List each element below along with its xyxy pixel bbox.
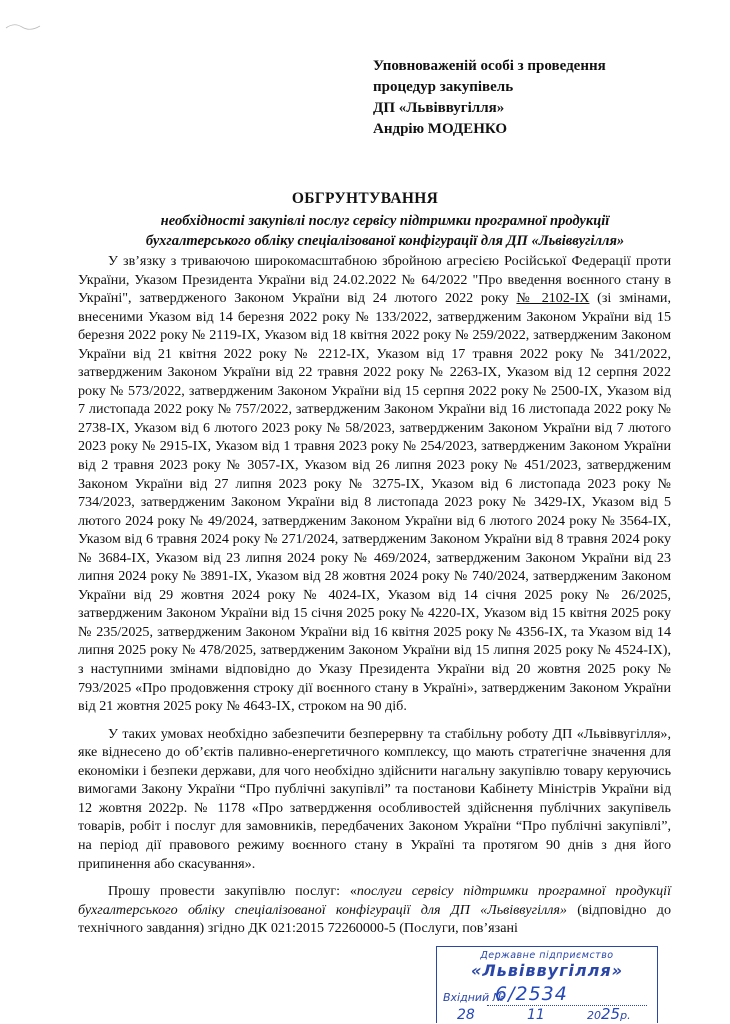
paragraph-3-text-a: Прошу провести закупівлю послуг: « [108, 883, 357, 900]
law-reference-link[interactable]: № 2102-IX [516, 290, 590, 307]
addressee-line-2: процедур закупівель [373, 79, 514, 95]
addressee-line-1: Уповноваженій особі з проведення [373, 58, 606, 74]
document-subtitle [95, 211, 675, 251]
stamp-year-end: р. [620, 1009, 631, 1022]
addressee-line-4: Андрію МОДЕНКО [373, 121, 508, 137]
paragraph-3-text-b: (відповідно до технічного завдання) згідно ДК 021:2015 72260000-5 (Послуги, пов’язані [78, 901, 671, 937]
stamp-day: 28 [457, 1007, 475, 1023]
subtitle-line-2: бухгалтерського обліку спеціалізованої конфігурації для ДП «Львіввугілля» [145, 233, 625, 249]
stamp-organization: Державне підприємство [480, 950, 614, 961]
document-title: ОБГРУНТУВАННЯ [291, 190, 439, 207]
document-body [78, 252, 671, 938]
addressee-block [373, 56, 673, 140]
stamp-year-prefix: 20 [587, 1009, 601, 1022]
paragraph-1-text-a: У зв’язку з триваючою широкомасштабною збройною агресією Російської Федерації проти України, Указом Президента України від 24.02.2022 № 64/2022 "Про введення воєнного стану в Україні", затвердженого Законом України від 24 лютого 2022 року [78, 253, 671, 307]
stamp-year-suffix: 25 [601, 1005, 621, 1023]
stamp-year [587, 1005, 631, 1023]
paragraph-3 [78, 882, 671, 938]
stamp-month: 11 [527, 1007, 545, 1023]
scan-mark [4, 18, 44, 38]
paragraph-2: У таких умовах необхідно забезпечити безперервну та стабільну роботу ДП «Львіввугілля», яке віднесено до об’єктів паливно-енергетичного комплексу, що мають стратегічне значення для економіки і безпеки держави, для чого необхідно здійснити нагальну закупівлю товару керуючись вимогами Закону України “Про публічні закупівлі” та постанови Кабінету Міністрів України від 12 жовтня 2022р. № 1178 «Про затвердження особливостей здійснення публічних закупівель товарів, робіт і послуг для замовників, передбачених Законом України “Про публічні закупівлі”, на період дії правового режиму воєнного стану в Україні та протягом 90 днів з дня його припинення або скасування». [78, 725, 671, 872]
stamp-incoming-label: Вхідний № [443, 991, 505, 1004]
paragraph-1 [78, 252, 671, 716]
stamp-company-name: «Львіввугілля» [470, 961, 624, 980]
stamp-incoming-number: 6/2534 [495, 983, 568, 1005]
paragraph-1-text-b: (зі змінами, внесеними Указом від 14 березня 2022 року № 133/2022, затвердженим Законом України від 15 березня 2022 року № 2119-IX, Указом від 18 квітня 2022 року № 259/2022, затвердженим Законом України від 21 квітня 2022 року № 2212-IX, Указом від 17 травня 2022 року № 341/2022, затвердженим Законом України від 22 травня 2022 року № 2263-IX, Указом від 12 серпня 2022 року № 573/2022, затвердженим Законом України від 15 серпня 2022 року № 2500-IX, Указом від 7 листопада 2022 року № 757/2022, затвердженим Законом України від 16 листопада 2022 року № 2738-IX, Указом від 6 лютого 2023 року № 58/2023, затвердженим Законом України від 7 лютого 2023 року № 2915-IX, Указом від 1 травня 2023 року № 254/2023, затвердженим Законом України від 2 травня 2023 року № 3057-IX, Указом від 26 липня 2023 року № 451/2023, затвердженим Законом України від 27 липня 2023 року № 3275-IX, Указом від 6 листопада 2023 року № 734/2023, затвердженим Законом України від 8 листопада 2023 року № 3429-IX, Указом від 5 лютого 2024 року № 49/2024, затвердженим Законом України від 6 лютого 2024 року № 3564-IX, Указом від 6 травня 2024 року № 271/2024, затвердженим Законом України від 8 травня 2024 року № 3684-IX, Указом від 23 липня 2024 року № 469/2024, затвердженим Законом України від 23 липня 2024 року № 3891-IX, Указом від 28 жовтня 2024 року № 740/2024, затвердженим Законом України від 29 жовтня 2024 року № 4024-IX, Указом від 14 січня 2025 року № 26/2025, затвердженим Законом України від 15 січня 2025 року № 4220-IX, Указом від 15 квітня 2025 року № 235/2025, затвердженим Законом України від 16 квітня 2025 року № 4356-IX, та Указом від 14 липня 2025 року № 478/2025, затвердженим Законом України від 15 липня 2025 року № 4524-IX), з наступними змінами відповідно до Указу Президента України від 20 жовтня 2025 року № 793/2025 «Про продовження строку дії воєнного стану в Україні», затвердженим Законом України від 21 жовтня 2025 року № 4643-IX, строком на 90 діб. [78, 290, 671, 715]
paragraph-3-service-name: послуги сервісу підтримки програмної продукції бухгалтерського обліку спеціалізованої конфігурації для ДП «Львіввугілля» [78, 883, 672, 918]
addressee-line-3: ДП «Львіввугілля» [373, 100, 505, 116]
subtitle-line-1: необхідності закупівлі послуг сервісу підтримки програмної продукції [160, 213, 610, 229]
incoming-registration-stamp [436, 946, 658, 1023]
